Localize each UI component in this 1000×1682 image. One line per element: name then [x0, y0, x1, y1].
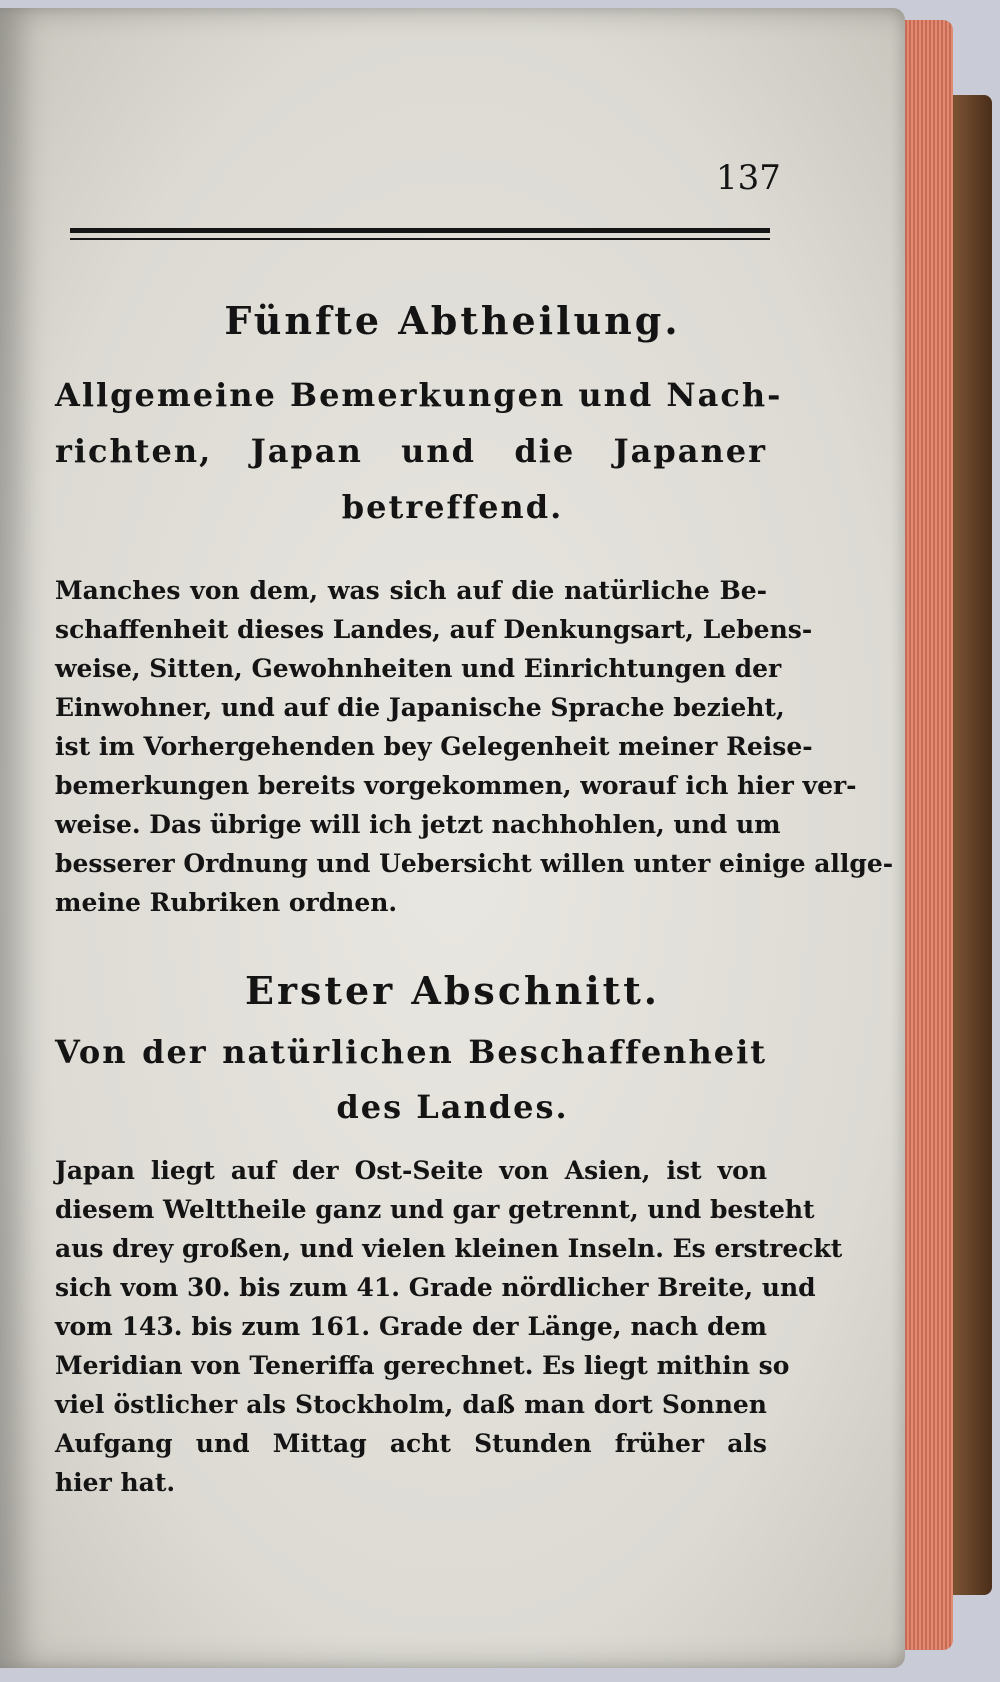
double-rule-top: [70, 228, 770, 233]
paragraph-line: weise. Das übrige will ich jetzt nachhohlen, und um: [55, 810, 781, 839]
chapter-subtitle-line: des Landes.: [336, 1088, 569, 1126]
paragraph-line: vom 143. bis zum 161. Grade der Länge, nach dem: [55, 1312, 767, 1341]
paragraph-line: bemerkungen bereits vorgekommen, worauf ich hier ver-: [55, 771, 857, 800]
section-subtitle-line: richten, Japan und die Japaner: [55, 432, 767, 470]
paragraph-line: Einwohner, und auf die Japanische Sprache bezieht,: [55, 693, 785, 722]
chapter-title: Erster Abschnitt.: [245, 968, 660, 1013]
paragraph-line: weise, Sitten, Gewohnheiten und Einrichtungen der: [55, 654, 782, 683]
book-page: [0, 8, 905, 1668]
page-number: 137: [716, 158, 781, 198]
paragraph-line: Japan liegt auf der Ost-Seite von Asien, ist von: [55, 1156, 767, 1185]
paragraph-line: Manches von dem, was sich auf die natürliche Be-: [55, 576, 767, 605]
paragraph-line: diesem Welttheile ganz und gar getrennt, und besteht: [55, 1195, 815, 1224]
chapter-subtitle-line: Von der natürlichen Beschaffenheit: [55, 1033, 767, 1071]
paragraph-line: schaffenheit dieses Landes, auf Denkungsart, Lebens-: [55, 615, 813, 644]
paragraph-line: aus drey großen, und vielen kleinen Inseln. Es erstreckt: [55, 1234, 843, 1263]
paragraph-line: besserer Ordnung und Uebersicht willen unter einige allge-: [55, 849, 894, 878]
paragraph-line: Meridian von Teneriffa gerechnet. Es liegt mithin so: [55, 1351, 790, 1380]
paragraph-line: Aufgang und Mittag acht Stunden früher als: [55, 1429, 767, 1458]
paragraph-line: hier hat.: [55, 1468, 176, 1497]
section-subtitle-line: Allgemeine Bemerkungen und Nach-: [55, 376, 783, 414]
double-rule-bottom: [70, 238, 770, 240]
paragraph-line: meine Rubriken ordnen.: [55, 888, 398, 917]
paragraph-line: sich vom 30. bis zum 41. Grade nördlicher Breite, und: [55, 1273, 816, 1302]
section-title: Fünfte Abtheilung.: [224, 298, 681, 343]
paragraph-line: viel östlicher als Stockholm, daß man dort Sonnen: [55, 1390, 767, 1419]
paragraph-line: ist im Vorhergehenden bey Gelegenheit meiner Reise-: [55, 732, 813, 761]
section-subtitle-line: betreffend.: [341, 488, 564, 526]
